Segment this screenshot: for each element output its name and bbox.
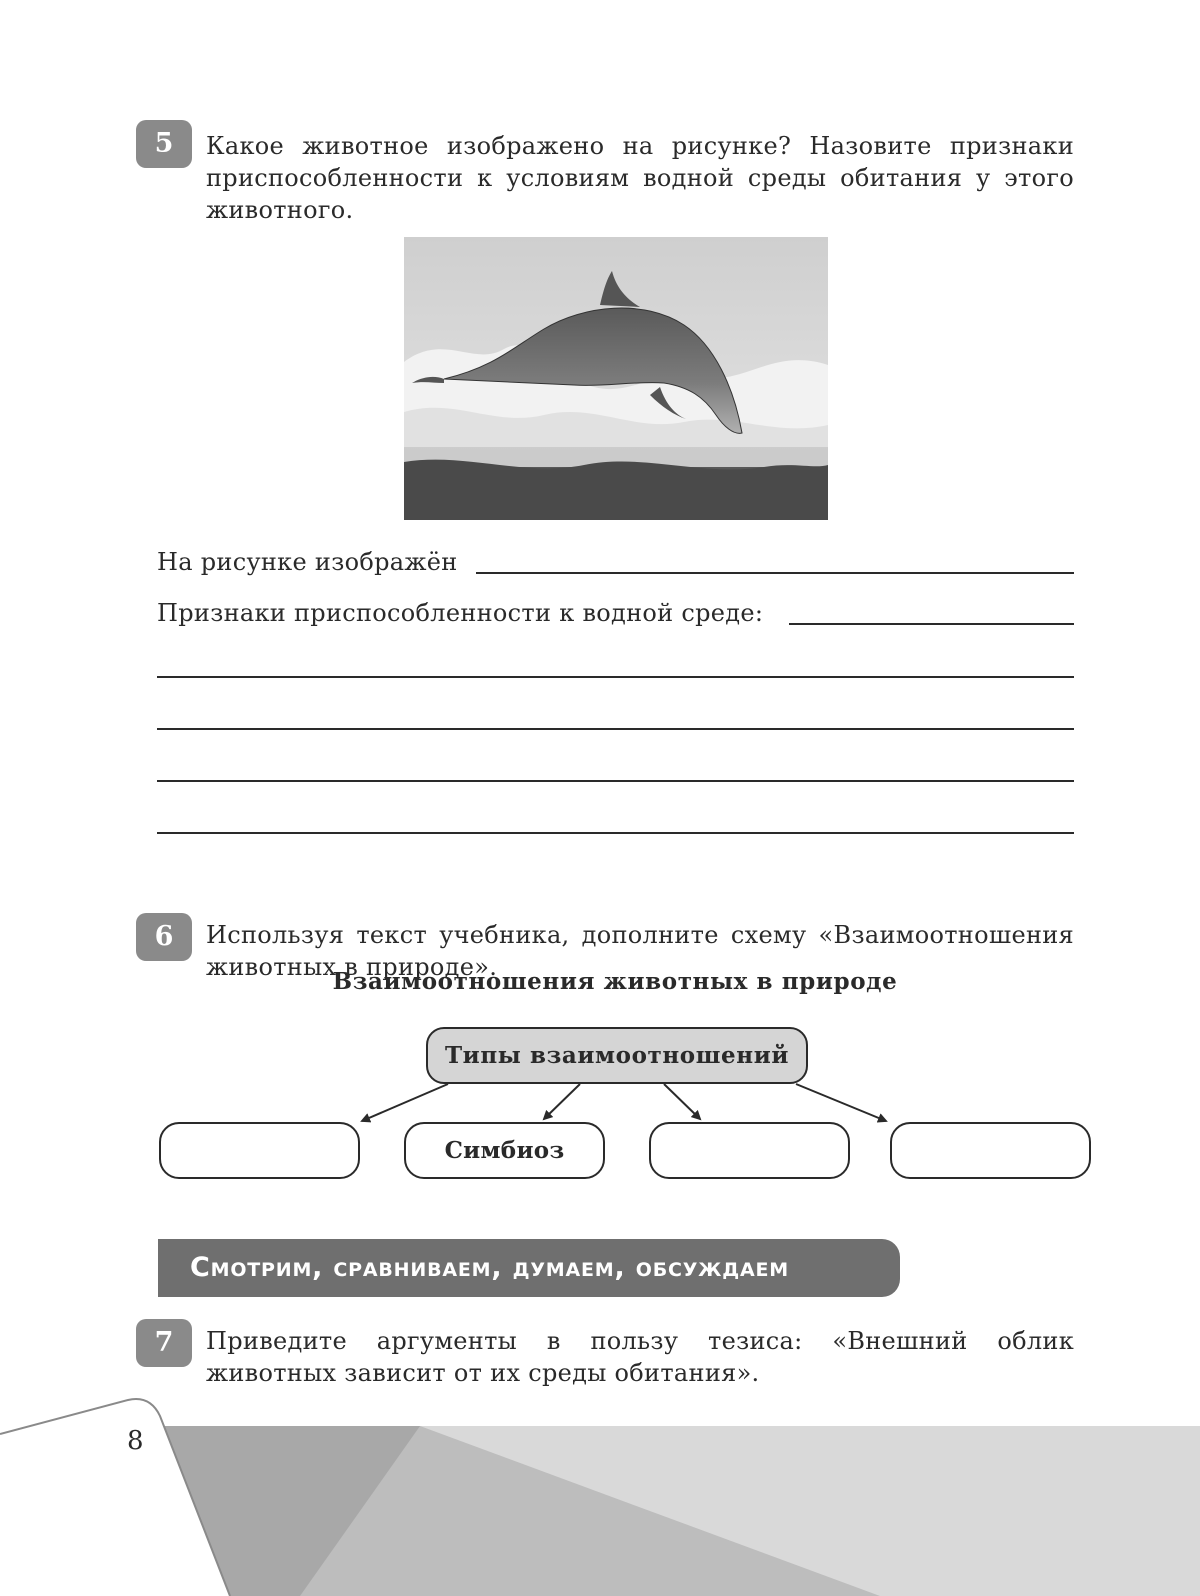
diagram-box-1[interactable] [159, 1122, 360, 1179]
task-7-number: 7 [136, 1319, 192, 1367]
diagram-hub: Типы взаимоотношений [426, 1027, 808, 1084]
section-banner: Смотрим, сравниваем, думаем, обсуждаем [158, 1239, 900, 1297]
task-5-number: 5 [136, 120, 192, 168]
task-6-number: 6 [136, 913, 192, 961]
footer-decoration [0, 1390, 1200, 1596]
task-7-question: Приведите аргументы в пользу тезиса: «Внешний облик животных зависит от их среды обитания». [206, 1327, 1074, 1387]
arrow-4 [796, 1084, 886, 1121]
answer-label-animal: На рисунке изображён [157, 548, 458, 576]
diagram-box-4[interactable] [890, 1122, 1091, 1179]
arrow-3 [664, 1084, 700, 1119]
task-6-question: Используя текст учебника, дополните схему «Взаимоотношения животных в природе». [206, 921, 1074, 981]
diagram-box-3[interactable] [649, 1122, 850, 1179]
answer-label-features: Признаки приспособленности к водной среде: [157, 599, 764, 627]
page-number: 8 [127, 1426, 144, 1456]
diagram-title: Взаимоотношения животных в природе [332, 968, 898, 995]
arrow-1 [362, 1084, 448, 1121]
arrow-2 [544, 1084, 580, 1119]
diagram-box-symbiosis: Симбиоз [404, 1122, 605, 1179]
task-5-question: Какое животное изображено на рисунке? Назовите признаки приспособленности к условиям водной среды обитания у этого животного. [206, 132, 1074, 224]
